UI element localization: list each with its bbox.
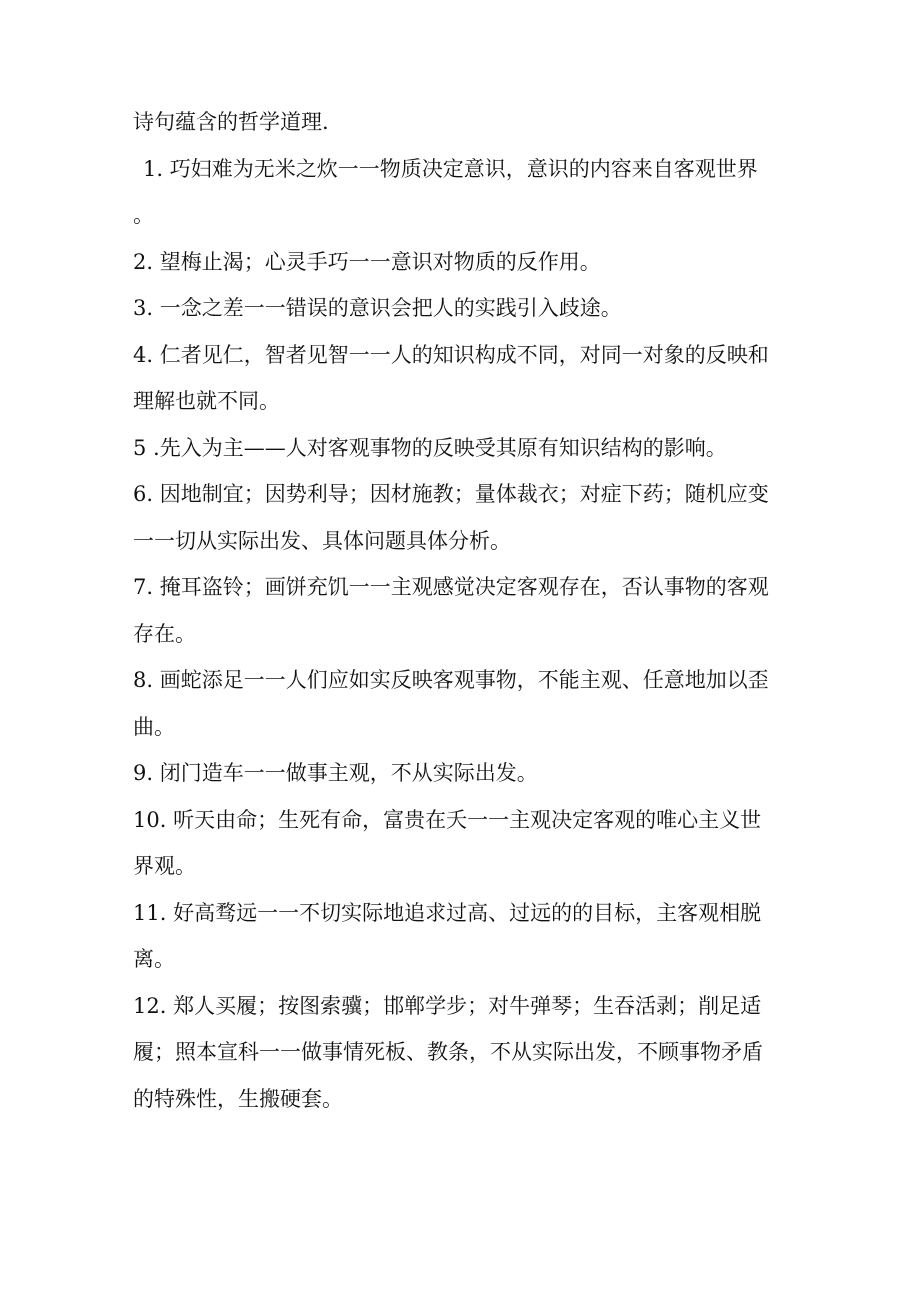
document-line: 界观。 [133,854,196,878]
document-line: 8. 画蛇添足一一人们应如实反映客观事物，不能主观、任意地加以歪 [133,668,769,692]
document-title: 诗句蕴含的哲学道理. [133,110,329,134]
document-line: 6. 因地制宜；因势利导；因材施教；量体裁衣；对症下药；随机应变 [133,482,769,506]
document-line: 曲。 [133,714,175,739]
document-line: 1. 巧妇难为无米之炊一一物质决定意识，意识的内容来自客观世界 [143,156,758,181]
document-line: 10. 听天由命；生死有命，富贵在夭一一主观决定客观的唯心主义世 [133,807,762,832]
document-line: 9. 闭门造车一一做事主观，不从实际出发。 [133,761,538,785]
document-line: 2. 望梅止渴；心灵手巧一一意识对物质的反作用。 [133,249,601,274]
document-line: 离。 [133,947,175,971]
document-line: 的特殊性，生搬硬套。 [133,1086,343,1111]
document-line: 履；照本宣科一一做事情死板、教条，不从实际出发，不顾事物矛盾 [133,1040,763,1064]
document-line: 5 .先入为主——人对客观事物的反映受其原有知识结构的影响。 [133,435,727,460]
document-line: 12. 郑人买履；按图索骥；邯郸学步；对牛弹琴；生吞活剥；削足适 [133,993,762,1018]
document-line: 。 [133,203,154,227]
document-line: 理解也就不同。 [133,389,280,413]
document-body [133,99,798,1122]
document-line: 4. 仁者见仁，智者见智一一人的知识构成不同，对同一对象的反映和 [133,342,769,367]
document-line: 3. 一念之差一一错误的意识会把人的实践引入歧途。 [133,296,622,320]
document-line: 7. 掩耳盗铃；画饼充饥一一主观感觉决定客观存在，否认事物的客观 [133,575,769,599]
document-line: 存在。 [133,621,196,646]
document-line: 11. 好高骛远一一不切实际地追求过高、过远的的目标，主客观相脱 [133,900,762,925]
document-line: 一一切从实际出发、具体问题具体分析。 [133,528,511,553]
